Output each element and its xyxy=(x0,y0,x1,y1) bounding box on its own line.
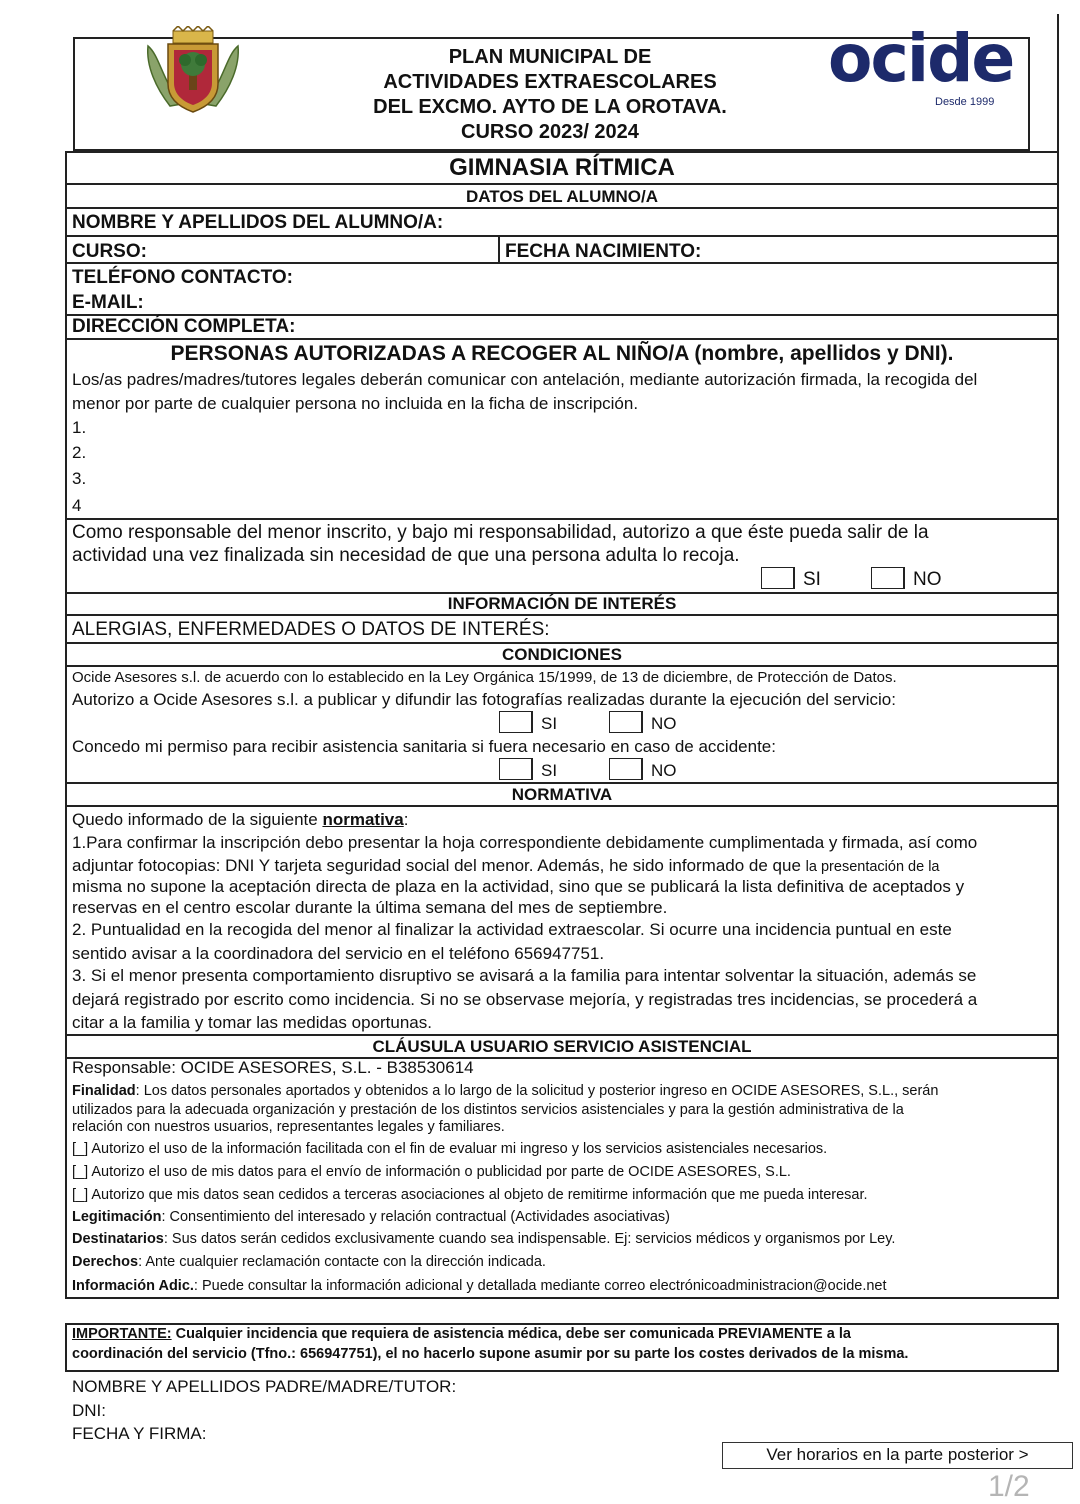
normativa-line xyxy=(72,856,940,876)
conditions-photos: Autorizo a Ocide Asesores s.l. a publicar y difundir las fotografías realizadas durante la ejecución del servicio: xyxy=(72,690,896,709)
dest-text: : Sus datos serán cedidos exclusivamente cuando sea indispensable. Ej: servicios médicos y organismos por Ley. xyxy=(163,1231,896,1247)
divider xyxy=(65,235,1059,237)
clausula-derechos xyxy=(72,1253,546,1271)
important-text-1: Cualquier incidencia que requiera de asistencia médica, debe ser comunicada PREVIAMENTE a la xyxy=(171,1326,851,1342)
clausula-responsable: Responsable: OCIDE ASESORES, S.L. - B38530614 xyxy=(72,1058,474,1077)
header-title-line-3: DEL EXCMO. AYTO DE LA OROTAVA. xyxy=(373,96,727,118)
self-exit-no-checkbox[interactable] xyxy=(871,567,905,589)
conditions-section-title: CONDICIONES xyxy=(502,645,622,664)
normativa-line: 3. Si el menor presenta comportamiento disruptivo se avisará a la familia para intentar solventar la situación, además se xyxy=(72,966,977,985)
conditions-line-1: Ocide Asesores s.l. de acuerdo con lo establecido en la Ley Orgánica 15/1999, de 13 de diciembre, de Protección de Datos. xyxy=(72,669,897,686)
authorized-item-2: 2. xyxy=(72,443,87,462)
self-exit-line-1: Como responsable del menor inscrito, y bajo mi responsabilidad, autorizo a que éste pueda salir de la xyxy=(72,522,929,543)
authorized-note-line-2: menor por parte de cualquier persona no incluida en la ficha de inscripción. xyxy=(72,394,639,413)
allergies-label: ALERGIAS, ENFERMEDADES O DATOS DE INTERÉS: xyxy=(72,619,550,640)
header-title-line-2: ACTIVIDADES EXTRAESCOLARES xyxy=(383,71,717,93)
info-label: Información Adic. xyxy=(72,1278,194,1294)
normativa-section-title: NORMATIVA xyxy=(511,785,613,804)
authorized-item-1: 1. xyxy=(72,418,87,437)
normativa-intro-prefix: Quedo informado de la siguiente xyxy=(72,810,323,829)
normativa-line-2-text: adjuntar fotocopias: DNI Y tarjeta seguridad social del menor. Además, he sido informado de que xyxy=(72,856,801,875)
info-section-title: INFORMACIÓN DE INTERÉS xyxy=(447,594,677,613)
clausula-finalidad-line-3: relación con nuestros usuarios, representantes legales y familiares. xyxy=(72,1119,505,1135)
normativa-intro-word: normativa xyxy=(322,810,404,829)
consent-third-party-checkbox[interactable]: [_] Autorizo que mis datos sean cedidos a terceras asociaciones al objeto de remitirme información que me pueda interesar. xyxy=(72,1187,868,1203)
divider xyxy=(65,642,1059,644)
coat-of-arms-icon xyxy=(140,26,246,114)
self-exit-yes-checkbox[interactable] xyxy=(761,567,795,589)
divider xyxy=(65,614,1059,616)
divider xyxy=(65,338,1059,340)
der-label: Derechos xyxy=(72,1254,139,1270)
finalidad-label: Finalidad xyxy=(72,1083,136,1099)
student-name-label: NOMBRE Y APELLIDOS DEL ALUMNO/A: xyxy=(72,212,444,233)
photos-no-label: NO xyxy=(651,714,677,733)
clausula-finalidad-line-1 xyxy=(72,1082,938,1100)
header-title-line-1: PLAN MUNICIPAL DE xyxy=(448,46,652,68)
authorized-note-line-1: Los/as padres/madres/tutores legales deberán comunicar con antelación, mediante autorización firmada, la recogida del xyxy=(72,370,978,389)
authorized-item-4: 4 xyxy=(72,496,82,515)
divider xyxy=(498,235,500,263)
divider xyxy=(65,207,1059,209)
clausula-destinatarios xyxy=(72,1230,895,1248)
parent-name-label: NOMBRE Y APELLIDOS PADRE/MADRE/TUTOR: xyxy=(72,1377,457,1396)
schedule-button[interactable] xyxy=(722,1442,1073,1469)
normativa-intro xyxy=(72,810,408,830)
authorized-item-3: 3. xyxy=(72,469,87,488)
normativa-line: citar a la familia y tomar las medidas oportunas. xyxy=(72,1013,432,1032)
signature-date-label: FECHA Y FIRMA: xyxy=(72,1424,207,1443)
photos-yes-label: SI xyxy=(541,714,558,733)
birth-date-label: FECHA NACIMIENTO: xyxy=(505,241,702,262)
divider xyxy=(65,805,1059,807)
normativa-line: 2. Puntualidad en la recogida del menor al finalizar la actividad extraescolar. Si ocurre una incidencia puntual en este xyxy=(72,920,952,939)
medical-yes-checkbox[interactable] xyxy=(499,758,533,780)
authorized-title: PERSONAS AUTORIZADAS A RECOGER AL NIÑO/A (nombre, apellidos y DNI). xyxy=(170,342,954,365)
photos-yes-checkbox[interactable] xyxy=(499,711,533,733)
normativa-line: sentido avisar a la coordinadora del servicio en el teléfono 656947751. xyxy=(72,944,605,963)
consent-evaluation-checkbox[interactable]: [_] Autorizo el uso de la información facilitada con el fin de evaluar mi ingreso y los servicios asistenciales necesarios. xyxy=(72,1141,828,1157)
divider xyxy=(65,782,1059,784)
page-edge-line xyxy=(1057,14,1059,164)
normativa-line: 1.Para confirmar la inscripción debo presentar la hoja correspondiente debidamente cumplimentada y firmada, así como xyxy=(72,833,978,852)
info-text: : Puede consultar la información adicional y detallada mediante correo electrónicoadministracion@ocide.net xyxy=(193,1278,887,1294)
medical-no-checkbox[interactable] xyxy=(609,758,643,780)
header-title-line-4: CURSO 2023/ 2024 xyxy=(461,121,639,143)
address-label: DIRECCIÓN COMPLETA: xyxy=(72,316,296,337)
finalidad-text-1: : Los datos personales aportados y obtenidos a lo largo de la solicitud y posterior ingreso en OCIDE ASESORES, S.L., serán xyxy=(135,1083,939,1099)
email-label: E-MAIL: xyxy=(72,292,144,313)
divider xyxy=(65,518,1059,520)
photos-no-checkbox[interactable] xyxy=(609,711,643,733)
student-section-title: DATOS DEL ALUMNO/A xyxy=(465,187,659,206)
der-text: : Ante cualquier reclamación contacte con la dirección indicada. xyxy=(138,1254,546,1270)
phone-label: TELÉFONO CONTACTO: xyxy=(72,267,293,288)
normativa-line: reservas en el centro escolar durante la última semana del mes de septiembre. xyxy=(72,898,668,917)
dest-label: Destinatarios xyxy=(72,1231,164,1247)
self-exit-yes-label: SI xyxy=(803,569,821,590)
activity-title: GIMNASIA RÍTMICA xyxy=(449,154,675,181)
important-line-1 xyxy=(72,1326,851,1342)
legit-text: : Consentimiento del interesado y relación contractual (Actividades asociativas) xyxy=(161,1209,670,1225)
divider xyxy=(65,183,1059,185)
self-exit-no-label: NO xyxy=(913,569,942,590)
clausula-section-title: CLÁUSULA USUARIO SERVICIO ASISTENCIAL xyxy=(372,1037,752,1056)
dni-label: DNI: xyxy=(72,1401,106,1420)
clausula-legitimacion xyxy=(72,1208,670,1226)
clausula-finalidad-line-2: utilizados para la adecuada organización y prestación de los distintos servicios asistenciales y para la gestión administrativa de la xyxy=(72,1102,904,1118)
normativa-intro-suffix: : xyxy=(403,810,409,829)
ocide-tagline: Desde 1999 xyxy=(935,96,995,108)
schedule-button-label: Ver horarios en la parte posterior > xyxy=(766,1445,1029,1464)
medical-yes-label: SI xyxy=(541,761,558,780)
consent-publicity-checkbox[interactable]: [_] Autorizo el uso de mis datos para el envío de información o publicidad por parte de OCIDE ASESORES, S.L. xyxy=(72,1164,791,1180)
normativa-line: misma no supone la aceptación directa de plaza en la actividad, sino que se publicará la lista definitiva de aceptados y xyxy=(72,877,965,896)
medical-no-label: NO xyxy=(651,761,677,780)
normativa-line-2-small: la presentación de la xyxy=(805,859,940,875)
page-indicator: 1/2 xyxy=(988,1470,1030,1503)
important-line-2: coordinación del servicio (Tfno.: 656947751), el no hacerlo supone asumir por su parte los costes derivados de la misma. xyxy=(72,1346,909,1362)
divider xyxy=(65,262,1059,264)
ocide-logo: ocide xyxy=(828,20,1014,97)
divider xyxy=(65,1034,1059,1036)
course-label: CURSO: xyxy=(72,241,147,262)
divider xyxy=(65,665,1059,667)
normativa-line: dejará registrado por escrito como incidencia. Si no se observase mejoría, y registradas tres incidencias, se procederá a xyxy=(72,990,978,1009)
conditions-medical: Concedo mi permiso para recibir asistencia sanitaria si fuera necesario en caso de accidente: xyxy=(72,737,776,756)
self-exit-line-2: actividad una vez finalizada sin necesidad de que una persona adulta lo recoja. xyxy=(72,545,740,566)
clausula-info-adicional xyxy=(72,1277,887,1295)
important-label: IMPORTANTE: xyxy=(72,1326,172,1342)
legit-label: Legitimación xyxy=(72,1209,162,1225)
